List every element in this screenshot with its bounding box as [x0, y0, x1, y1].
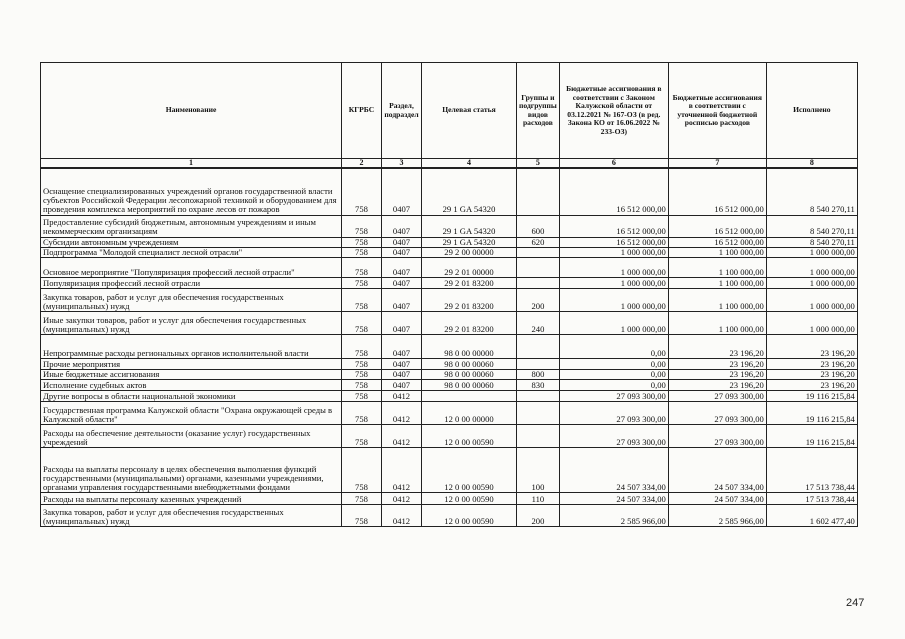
row-budget-revised: 27 093 300,00: [668, 390, 766, 401]
row-budget-revised: 23 196,20: [668, 369, 766, 379]
row-section: 0407: [382, 369, 422, 379]
table-row: [41, 424, 858, 447]
row-section: 0407: [382, 311, 422, 334]
page-number: 247: [846, 597, 865, 609]
row-target: 12 0 00 00590: [422, 492, 517, 504]
row-budget-law: 1 000 000,00: [559, 288, 668, 311]
row-group: [517, 247, 560, 257]
row-section: 0412: [382, 447, 422, 492]
column-number: 8: [766, 159, 857, 169]
row-section: 0407: [382, 257, 422, 277]
row-target: 29 1 GA 54320: [422, 215, 517, 237]
row-name: Исполнение судебных актов: [41, 379, 342, 390]
row-kgrbs: 758: [342, 237, 382, 247]
row-kgrbs: 758: [342, 334, 382, 358]
header-target: Целевая статья: [422, 63, 517, 159]
row-target: 29 2 01 00000: [422, 257, 517, 277]
row-budget-revised: 16 512 000,00: [668, 237, 766, 247]
row-budget-law: 1 000 000,00: [559, 247, 668, 257]
row-target: 98 0 00 00060: [422, 379, 517, 390]
row-name: Основное мероприятие "Популяризация профессий лесной отрасли": [41, 257, 342, 277]
row-budget-revised: 16 512 000,00: [668, 168, 766, 215]
row-kgrbs: 758: [342, 215, 382, 237]
row-target: 98 0 00 00060: [422, 369, 517, 379]
row-budget-law: 0,00: [559, 358, 668, 369]
row-target: [422, 390, 517, 401]
row-executed: 1 000 000,00: [766, 257, 857, 277]
row-kgrbs: 758: [342, 447, 382, 492]
column-number: 4: [422, 159, 517, 169]
column-number: 2: [342, 159, 382, 169]
row-name: Предоставление субсидий бюджетным, автономным учреждениям и иным некоммерческим организациям: [41, 215, 342, 237]
row-kgrbs: 758: [342, 504, 382, 526]
row-executed: 1 000 000,00: [766, 288, 857, 311]
header-kgrbs: КГРБС: [342, 63, 382, 159]
row-group: 200: [517, 504, 560, 526]
row-kgrbs: 758: [342, 401, 382, 424]
row-target: 12 0 00 00590: [422, 447, 517, 492]
row-kgrbs: 758: [342, 277, 382, 288]
row-budget-law: 24 507 334,00: [559, 447, 668, 492]
row-executed: 23 196,20: [766, 369, 857, 379]
row-budget-revised: 1 100 000,00: [668, 247, 766, 257]
row-group: 200: [517, 288, 560, 311]
header-name: Наименование: [41, 63, 342, 159]
header-groups: Группы и подгруппы видов расходов: [517, 63, 560, 159]
table-row: [41, 492, 858, 504]
row-budget-revised: 24 507 334,00: [668, 447, 766, 492]
row-budget-revised: 23 196,20: [668, 334, 766, 358]
row-section: 0407: [382, 247, 422, 257]
row-budget-revised: 1 100 000,00: [668, 288, 766, 311]
row-budget-revised: 1 100 000,00: [668, 277, 766, 288]
header-budget-law: Бюджетные ассигнования в соответствии с Законом Калужской области от 03.12.2021 № 167-ОЗ (в ред. Закона КО от 16.06.2022 № 233-ОЗ): [559, 63, 668, 159]
row-section: 0412: [382, 492, 422, 504]
row-budget-revised: 1 100 000,00: [668, 311, 766, 334]
row-name: Закупка товаров, работ и услуг для обеспечения государственных (муниципальных) нужд: [41, 288, 342, 311]
header-section: Раздел, подраздел: [382, 63, 422, 159]
row-budget-law: 1 000 000,00: [559, 277, 668, 288]
row-target: 98 0 00 00000: [422, 334, 517, 358]
row-group: [517, 401, 560, 424]
table-row: [41, 237, 858, 247]
table-row: [41, 504, 858, 526]
header-row: [41, 63, 858, 159]
row-section: 0412: [382, 401, 422, 424]
row-target: 29 2 01 83200: [422, 288, 517, 311]
row-budget-revised: 27 093 300,00: [668, 424, 766, 447]
row-budget-law: 27 093 300,00: [559, 401, 668, 424]
row-executed: 8 540 270,11: [766, 237, 857, 247]
row-budget-revised: 16 512 000,00: [668, 215, 766, 237]
row-kgrbs: 758: [342, 288, 382, 311]
row-target: 29 2 01 83200: [422, 311, 517, 334]
row-group: 600: [517, 215, 560, 237]
table-row: [41, 168, 858, 215]
row-kgrbs: 758: [342, 390, 382, 401]
row-group: [517, 277, 560, 288]
row-kgrbs: 758: [342, 247, 382, 257]
row-executed: 8 540 270,11: [766, 168, 857, 215]
row-budget-law: 27 093 300,00: [559, 390, 668, 401]
row-section: 0412: [382, 390, 422, 401]
row-target: 29 1 GA 54320: [422, 237, 517, 247]
row-target: 12 0 00 00590: [422, 424, 517, 447]
row-section: 0407: [382, 215, 422, 237]
row-name: Иные закупки товаров, работ и услуг для обеспечения государственных (муниципальных) нужд: [41, 311, 342, 334]
row-executed: 19 116 215,84: [766, 390, 857, 401]
row-kgrbs: 758: [342, 168, 382, 215]
table-row: [41, 358, 858, 369]
row-target: 98 0 00 00060: [422, 358, 517, 369]
row-target: 29 2 01 83200: [422, 277, 517, 288]
row-kgrbs: 758: [342, 369, 382, 379]
row-budget-law: 2 585 966,00: [559, 504, 668, 526]
table-row: [41, 215, 858, 237]
row-section: 0407: [382, 237, 422, 247]
row-executed: 1 000 000,00: [766, 247, 857, 257]
row-section: 0407: [382, 168, 422, 215]
row-budget-revised: 27 093 300,00: [668, 401, 766, 424]
row-group: 240: [517, 311, 560, 334]
row-budget-revised: 23 196,20: [668, 358, 766, 369]
row-name: Расходы на обеспечение деятельности (оказание услуг) государственных учреждений: [41, 424, 342, 447]
row-budget-revised: 24 507 334,00: [668, 492, 766, 504]
row-section: 0407: [382, 334, 422, 358]
row-budget-law: 0,00: [559, 369, 668, 379]
table-row: [41, 311, 858, 334]
row-executed: 1 000 000,00: [766, 277, 857, 288]
header-budget-revised: Бюджетные ассигнования в соответствии с уточненной бюджетной росписью расходов: [668, 63, 766, 159]
row-name: Оснащение специализированных учреждений органов государственной власти субъектов Российской Федерации лесопожарной техникой и оборудованием для проведения комплекса мероприятий по охране лесов от пожаров: [41, 168, 342, 215]
row-group: [517, 334, 560, 358]
row-name: Закупка товаров, работ и услуг для обеспечения государственных (муниципальных) нужд: [41, 504, 342, 526]
row-name: Иные бюджетные ассигнования: [41, 369, 342, 379]
row-name: Расходы на выплаты персоналу в целях обеспечения выполнения функций государственными (муниципальными) органами, казенными учреждениями, органами управления государственными внебюджетными фондами: [41, 447, 342, 492]
table-row: [41, 390, 858, 401]
row-budget-law: 0,00: [559, 334, 668, 358]
column-number: 1: [41, 159, 342, 169]
table-row: [41, 334, 858, 358]
row-group: [517, 257, 560, 277]
row-group: [517, 390, 560, 401]
row-executed: 17 513 738,44: [766, 492, 857, 504]
row-group: 830: [517, 379, 560, 390]
row-name: Непрограммные расходы региональных органов исполнительной власти: [41, 334, 342, 358]
row-executed: 23 196,20: [766, 379, 857, 390]
column-number: 6: [559, 159, 668, 169]
row-section: 0412: [382, 504, 422, 526]
row-executed: 1 000 000,00: [766, 311, 857, 334]
row-budget-law: 1 000 000,00: [559, 257, 668, 277]
row-group: 110: [517, 492, 560, 504]
budget-table: [40, 62, 858, 527]
row-kgrbs: 758: [342, 492, 382, 504]
row-kgrbs: 758: [342, 424, 382, 447]
row-section: 0407: [382, 277, 422, 288]
table-row: [41, 288, 858, 311]
row-budget-revised: 2 585 966,00: [668, 504, 766, 526]
table-row: [41, 247, 858, 257]
column-number: 7: [668, 159, 766, 169]
row-target: 12 0 00 00590: [422, 504, 517, 526]
row-name: Подпрограмма "Молодой специалист лесной отрасли": [41, 247, 342, 257]
row-target: 29 1 GA 54320: [422, 168, 517, 215]
header-executed: Исполнено: [766, 63, 857, 159]
row-executed: 23 196,20: [766, 334, 857, 358]
column-number-row: [41, 159, 858, 169]
row-executed: 19 116 215,84: [766, 424, 857, 447]
table-row: [41, 401, 858, 424]
row-section: 0407: [382, 358, 422, 369]
row-executed: 19 116 215,84: [766, 401, 857, 424]
row-executed: 1 602 477,40: [766, 504, 857, 526]
row-target: 12 0 00 00000: [422, 401, 517, 424]
row-kgrbs: 758: [342, 257, 382, 277]
row-section: 0407: [382, 379, 422, 390]
row-budget-law: 1 000 000,00: [559, 311, 668, 334]
row-group: 100: [517, 447, 560, 492]
row-executed: 17 513 738,44: [766, 447, 857, 492]
row-name: Другие вопросы в области национальной экономики: [41, 390, 342, 401]
table-row: [41, 369, 858, 379]
row-budget-revised: 1 100 000,00: [668, 257, 766, 277]
row-group: [517, 358, 560, 369]
table-row: [41, 447, 858, 492]
table-row: [41, 379, 858, 390]
row-budget-law: 0,00: [559, 379, 668, 390]
row-name: Расходы на выплаты персоналу казенных учреждений: [41, 492, 342, 504]
row-group: [517, 424, 560, 447]
row-name: Популяризация профессий лесной отрасли: [41, 277, 342, 288]
row-kgrbs: 758: [342, 311, 382, 334]
column-number: 3: [382, 159, 422, 169]
row-name: Субсидии автономным учреждениям: [41, 237, 342, 247]
row-executed: 8 540 270,11: [766, 215, 857, 237]
row-budget-law: 24 507 334,00: [559, 492, 668, 504]
row-budget-revised: 23 196,20: [668, 379, 766, 390]
table-row: [41, 257, 858, 277]
row-budget-law: 27 093 300,00: [559, 424, 668, 447]
row-target: 29 2 00 00000: [422, 247, 517, 257]
row-budget-law: 16 512 000,00: [559, 168, 668, 215]
row-group: 800: [517, 369, 560, 379]
row-name: Прочие мероприятия: [41, 358, 342, 369]
row-budget-law: 16 512 000,00: [559, 237, 668, 247]
table-row: [41, 277, 858, 288]
column-number: 5: [517, 159, 560, 169]
row-group: [517, 168, 560, 215]
row-kgrbs: 758: [342, 358, 382, 369]
row-executed: 23 196,20: [766, 358, 857, 369]
row-group: 620: [517, 237, 560, 247]
row-section: 0407: [382, 288, 422, 311]
row-kgrbs: 758: [342, 379, 382, 390]
row-name: Государственная программа Калужской области "Охрана окружающей среды в Калужской области": [41, 401, 342, 424]
row-budget-law: 16 512 000,00: [559, 215, 668, 237]
row-section: 0412: [382, 424, 422, 447]
